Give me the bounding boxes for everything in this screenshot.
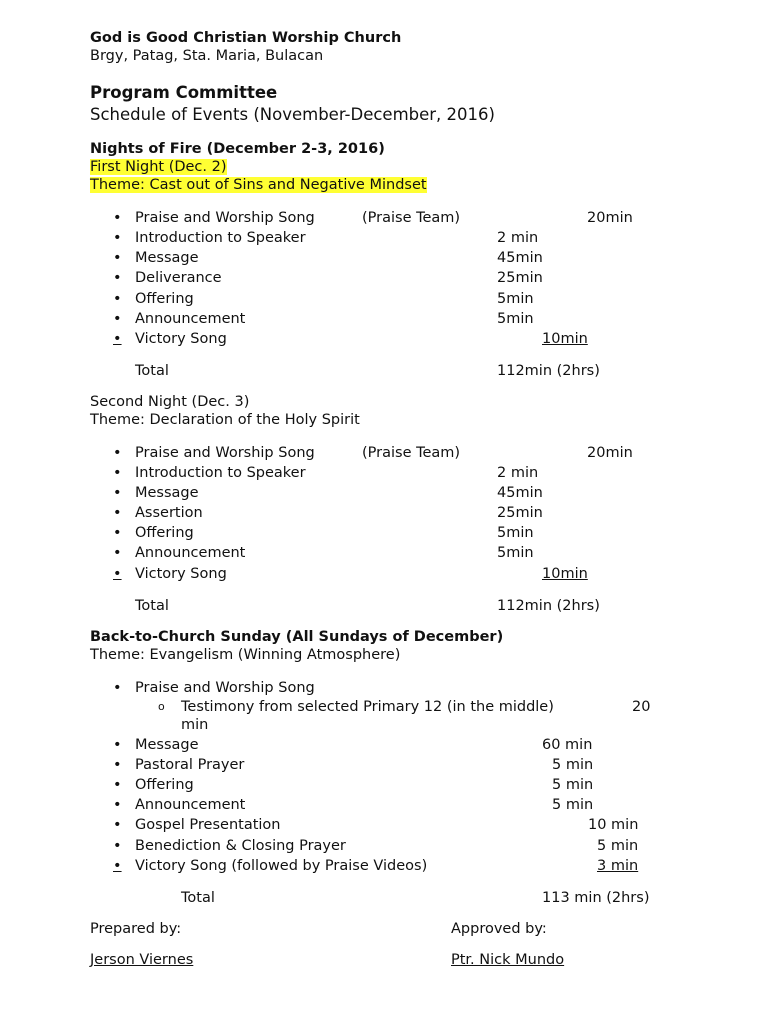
bullet-icon: • bbox=[113, 777, 122, 793]
back-to-church-title: Back-to-Church Sunday (All Sundays of December) bbox=[90, 629, 504, 645]
bullet-icon: • bbox=[113, 230, 122, 246]
back-to-church-theme: Theme: Evangelism (Winning Atmosphere) bbox=[90, 647, 401, 663]
list-item-name: Assertion bbox=[135, 505, 203, 521]
bullet-icon: • bbox=[113, 210, 122, 226]
bullet-icon: • bbox=[113, 505, 122, 521]
list-item-time: 45min bbox=[497, 250, 543, 266]
list-item-name: Offering bbox=[135, 525, 194, 541]
list-item-time: 10 min bbox=[588, 817, 639, 833]
bullet-icon: • bbox=[113, 737, 122, 753]
list-item-name: Message bbox=[135, 737, 199, 753]
list-item-name: Gospel Presentation bbox=[135, 817, 281, 833]
first-night-label: First Night (Dec. 2) bbox=[90, 159, 227, 175]
committee-title: Program Committee bbox=[90, 83, 278, 102]
bullet-icon: • bbox=[113, 311, 122, 327]
list-item-note: (Praise Team) bbox=[362, 445, 461, 461]
bullet-icon: • bbox=[113, 797, 122, 813]
list-item-name: Praise and Worship Song bbox=[135, 680, 315, 696]
list-item-time: 10min bbox=[542, 331, 588, 347]
bullet-icon: • bbox=[113, 445, 122, 461]
list-item-name: Offering bbox=[135, 777, 194, 793]
list-item-name: Benediction & Closing Prayer bbox=[135, 838, 346, 854]
list-item-name: Offering bbox=[135, 291, 194, 307]
bullet-icon: • bbox=[113, 525, 122, 541]
bullet-icon: • bbox=[113, 817, 122, 833]
first-night-theme: Theme: Cast out of Sins and Negative Mindset bbox=[90, 177, 427, 193]
bullet-icon: • bbox=[113, 566, 122, 582]
list-item-time: 5 min bbox=[552, 797, 594, 813]
bullet-icon: • bbox=[113, 838, 122, 854]
list-item-time: 2 min bbox=[497, 465, 539, 481]
total-value: 112min (2hrs) bbox=[497, 598, 600, 614]
bullet-icon: • bbox=[113, 858, 122, 874]
sub-list-item-time-unit: min bbox=[181, 717, 209, 733]
list-item-name: Introduction to Speaker bbox=[135, 230, 306, 246]
list-item-name: Message bbox=[135, 250, 199, 266]
list-item-time: 5 min bbox=[597, 838, 639, 854]
list-item-time: 5 min bbox=[552, 757, 594, 773]
prepared-by-label: Prepared by: bbox=[90, 921, 182, 937]
list-item-name: Praise and Worship Song bbox=[135, 445, 315, 461]
bullet-icon: • bbox=[113, 680, 122, 696]
nights-of-fire-title: Nights of Fire (December 2-3, 2016) bbox=[90, 141, 385, 157]
list-item-time: 10min bbox=[542, 566, 588, 582]
list-item-name: Victory Song bbox=[135, 331, 227, 347]
prepared-by-name: Jerson Viernes bbox=[90, 952, 194, 968]
list-item-time: 5min bbox=[497, 525, 534, 541]
list-item-name: Victory Song bbox=[135, 566, 227, 582]
list-item-time: 25min bbox=[497, 505, 543, 521]
list-item-name: Announcement bbox=[135, 545, 246, 561]
list-item-time: 60 min bbox=[542, 737, 593, 753]
list-item-time: 20min bbox=[587, 445, 633, 461]
approved-by-label: Approved by: bbox=[451, 921, 547, 937]
bullet-icon: • bbox=[113, 545, 122, 561]
second-night-theme: Theme: Declaration of the Holy Spirit bbox=[90, 412, 360, 428]
list-item-name: Deliverance bbox=[135, 270, 222, 286]
second-night-label: Second Night (Dec. 3) bbox=[90, 394, 250, 410]
bullet-icon: • bbox=[113, 485, 122, 501]
list-item-time: 5min bbox=[497, 291, 534, 307]
bullet-icon: • bbox=[113, 250, 122, 266]
church-address: Brgy, Patag, Sta. Maria, Bulacan bbox=[90, 48, 324, 64]
bullet-icon: • bbox=[113, 291, 122, 307]
bullet-icon: • bbox=[113, 465, 122, 481]
total-label: Total bbox=[135, 598, 169, 614]
sub-list-item-name: Testimony from selected Primary 12 (in the middle) bbox=[181, 699, 554, 715]
bullet-icon: • bbox=[113, 270, 122, 286]
total-label: Total bbox=[135, 363, 169, 379]
list-item-time: 5 min bbox=[552, 777, 594, 793]
list-item-name: Message bbox=[135, 485, 199, 501]
total-value: 113 min (2hrs) bbox=[542, 890, 650, 906]
list-item-name: Announcement bbox=[135, 797, 246, 813]
list-item-name: Victory Song (followed by Praise Videos) bbox=[135, 858, 428, 874]
list-item-time: 25min bbox=[497, 270, 543, 286]
list-item-time: 45min bbox=[497, 485, 543, 501]
total-label: Total bbox=[181, 890, 215, 906]
bullet-icon: • bbox=[113, 757, 122, 773]
bullet-icon: • bbox=[113, 331, 122, 347]
sub-list-item-time: 20 bbox=[632, 699, 651, 715]
circle-bullet-icon: o bbox=[158, 700, 165, 713]
list-item-note: (Praise Team) bbox=[362, 210, 461, 226]
list-item-time: 5min bbox=[497, 545, 534, 561]
approved-by-name: Ptr. Nick Mundo bbox=[451, 952, 565, 968]
schedule-title: Schedule of Events (November-December, 2016) bbox=[90, 105, 495, 124]
list-item-time: 3 min bbox=[597, 858, 639, 874]
list-item-time: 20min bbox=[587, 210, 633, 226]
church-name: God is Good Christian Worship Church bbox=[90, 30, 402, 46]
list-item-name: Introduction to Speaker bbox=[135, 465, 306, 481]
list-item-time: 2 min bbox=[497, 230, 539, 246]
list-item-time: 5min bbox=[497, 311, 534, 327]
list-item-name: Praise and Worship Song bbox=[135, 210, 315, 226]
list-item-name: Pastoral Prayer bbox=[135, 757, 245, 773]
total-value: 112min (2hrs) bbox=[497, 363, 600, 379]
list-item-name: Announcement bbox=[135, 311, 246, 327]
